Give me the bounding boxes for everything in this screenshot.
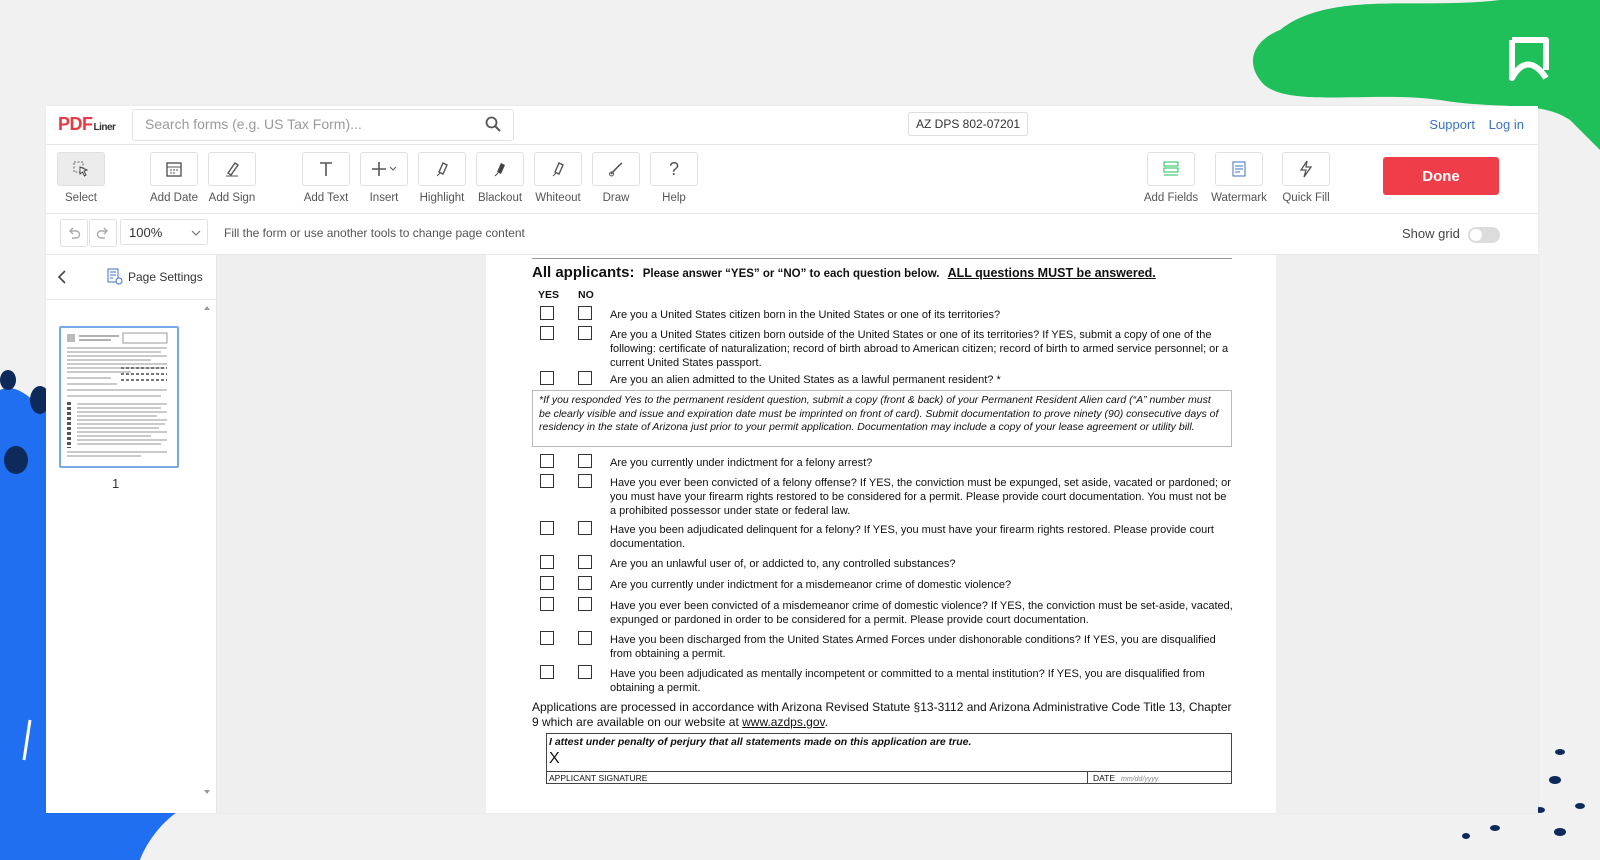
section-title: All applicants: — [532, 264, 635, 281]
brush-icon — [607, 160, 625, 178]
redo-icon — [96, 226, 110, 240]
undo-button[interactable] — [60, 219, 88, 247]
no-checkbox[interactable] — [578, 306, 592, 320]
yes-checkbox[interactable] — [540, 631, 554, 645]
signature-mark: X — [549, 750, 560, 767]
yes-checkbox[interactable] — [540, 597, 554, 611]
yes-checkbox[interactable] — [540, 326, 554, 340]
yes-checkbox[interactable] — [540, 521, 554, 535]
no-checkbox[interactable] — [578, 474, 592, 488]
pdfliner-logo-icon — [1500, 30, 1558, 88]
tool-quick-fill[interactable] — [1277, 152, 1335, 204]
page-number: 1 — [112, 476, 120, 491]
zoom-value: 100% — [129, 225, 163, 240]
date-label: DATE — [1093, 773, 1116, 783]
no-checkbox[interactable] — [578, 326, 592, 340]
collapse-sidebar-button[interactable] — [52, 267, 72, 287]
redo-button[interactable] — [89, 219, 117, 247]
question-text: Are you a United States citizen born outside of the United States or one of its territories? If YES, submit a copy of one of the following: certificate of naturalization; record of birth abroad to American citizen; record of birth to armed service personnel; or a current United States passport. — [610, 329, 1229, 369]
tool-add-fields[interactable] — [1142, 152, 1200, 204]
tool-label: Insert — [369, 192, 399, 204]
website-link[interactable]: www.azdps.gov — [742, 714, 825, 729]
tool-label: Draw — [602, 192, 630, 204]
question-text: Have you been discharged from the United States Armed Forces under dishonorable conditions? If YES, you are disqualified from obtaining a permit. — [610, 634, 1216, 660]
tool-label: Add Text — [303, 192, 349, 204]
no-checkbox[interactable] — [578, 631, 592, 645]
section-heading — [532, 264, 1156, 281]
tool-label: Add Sign — [208, 192, 256, 204]
watermark-icon — [1230, 160, 1248, 178]
question-mark-icon: ? — [668, 158, 679, 179]
tool-label: Select — [65, 192, 97, 204]
tool-label: Add Date — [150, 192, 198, 204]
tool-label: Watermark — [1211, 192, 1267, 204]
undo-icon — [67, 226, 81, 240]
date-field[interactable] — [1093, 773, 1158, 783]
yes-checkbox[interactable] — [540, 454, 554, 468]
login-link[interactable]: Log in — [1488, 117, 1524, 132]
question-text: Are you an alien admitted to the United States as a lawful permanent resident? * — [610, 374, 1001, 386]
no-checkbox[interactable] — [578, 597, 592, 611]
tool-highlight[interactable] — [413, 152, 471, 204]
processing-text: Applications are processed in accordance with Arizona Revised Statute §13-3112 and Arizona Administrative Code Title 13, Chapter 9 which are available on our website at — [532, 700, 1232, 729]
hint-text: Fill the form or use another tools to change page content — [224, 226, 525, 240]
processing-end: . — [824, 714, 828, 729]
question-text: Are you currently under indictment for a felony arrest? — [610, 457, 873, 469]
pdf-editor-window — [46, 106, 1538, 813]
question-text: Have you ever been convicted of a felony offense? If YES, the conviction must be expunged, set aside, vacated or pardoned; or you must have your firearm rights restored to be considered for a permit. Please provide court documentation. You must not be a prohibited possessor under state or federal law. — [610, 477, 1231, 517]
fields-icon — [1162, 160, 1180, 178]
tool-insert[interactable] — [355, 152, 413, 204]
page-thumbnail[interactable] — [59, 326, 179, 468]
attestation-box — [546, 733, 1232, 784]
document-name: AZ DPS 802-07201 — [908, 112, 1028, 136]
lightning-icon — [1297, 160, 1315, 178]
date-hint: mm/dd/yyyy — [1121, 776, 1159, 783]
yes-checkbox[interactable] — [540, 371, 554, 385]
tool-select[interactable] — [52, 152, 110, 204]
question-text: Have you been adjudicated delinquent for a felony? If YES, you must have your firearm rights restored. Please provide court documentation. — [610, 524, 1214, 550]
toolbar — [46, 145, 1538, 214]
show-grid-label: Show grid — [1402, 226, 1460, 241]
tool-label: Quick Fill — [1282, 192, 1330, 204]
page-settings-label: Page Settings — [128, 270, 203, 284]
yes-checkbox[interactable] — [540, 474, 554, 488]
tool-whiteout[interactable] — [529, 152, 587, 204]
done-button[interactable]: Done — [1383, 157, 1499, 195]
chevron-left-icon — [57, 270, 67, 284]
pages-sidebar — [46, 255, 217, 813]
no-checkbox[interactable] — [578, 555, 592, 569]
tool-add-sign[interactable] — [203, 152, 261, 204]
no-checkbox[interactable] — [578, 521, 592, 535]
blackout-marker-icon — [491, 160, 509, 178]
section-instruction: Please answer “YES” or “NO” to each question below. — [642, 268, 940, 280]
yes-checkbox[interactable] — [540, 576, 554, 590]
page-settings-button[interactable] — [106, 268, 203, 286]
top-links — [1419, 117, 1524, 132]
no-checkbox[interactable] — [578, 454, 592, 468]
document-canvas — [217, 255, 1538, 813]
tool-label: Highlight — [419, 192, 465, 204]
tool-draw[interactable] — [587, 152, 645, 204]
tool-add-date[interactable] — [145, 152, 203, 204]
section-requirement: ALL questions MUST be answered. — [947, 266, 1156, 280]
search-input[interactable] — [133, 110, 487, 138]
yes-column-header: YES — [538, 289, 560, 301]
cursor-icon — [72, 160, 90, 178]
sidebar-scrollbar[interactable] — [201, 305, 213, 795]
question-text: Are you a United States citizen born in the United States or one of its territories? — [610, 309, 1001, 321]
tool-label: Help — [662, 192, 686, 204]
question-text: Are you an unlawful user of, or addicted to, any controlled substances? — [610, 558, 956, 570]
yes-checkbox[interactable] — [540, 665, 554, 679]
tool-help[interactable] — [645, 152, 703, 204]
whiteout-marker-icon — [549, 160, 567, 178]
question-text: Are you currently under indictment for a misdemeanor crime of domestic violence? — [610, 579, 1012, 591]
support-link[interactable]: Support — [1429, 117, 1475, 132]
top-bar — [46, 106, 1538, 145]
processing-statement — [532, 700, 1232, 729]
question-text: Have you ever been convicted of a misdemeanor crime of domestic violence? If YES, the conviction must be set-aside, vacated, expunged or pardoned in order to be considered for a permit. Please provide court documentation. — [610, 600, 1233, 626]
brand-suffix: Liner — [93, 122, 116, 133]
tool-label: Whiteout — [535, 192, 581, 204]
search-box — [132, 109, 514, 141]
plus-icon — [371, 160, 397, 178]
page-settings-icon — [106, 268, 124, 286]
tool-watermark[interactable] — [1210, 152, 1268, 204]
tool-label: Add Fields — [1143, 192, 1199, 204]
zoom-select[interactable] — [120, 219, 208, 245]
no-checkbox[interactable] — [578, 665, 592, 679]
show-grid-toggle[interactable] — [1468, 227, 1500, 243]
no-column-header: NO — [578, 289, 594, 301]
brand-name: PDF — [58, 114, 93, 134]
form-rule — [532, 255, 1232, 259]
tool-add-text[interactable] — [297, 152, 355, 204]
text-icon — [317, 160, 335, 178]
question-text: Have you been adjudicated as mentally incompetent or committed to a mental institution? If YES, you are disqualified from obtaining a permit. — [610, 668, 1205, 694]
sidebar-header — [46, 255, 216, 300]
signature-line — [547, 771, 1231, 772]
no-checkbox[interactable] — [578, 371, 592, 385]
yes-checkbox[interactable] — [540, 306, 554, 320]
view-bar — [46, 214, 1538, 255]
chevron-down-icon — [191, 229, 201, 237]
highlighter-icon — [433, 160, 451, 178]
resident-note: *If you responded Yes to the permanent resident question, submit a copy (front & back) of your Permanent Resident Alien card (“A” number must be clearly visible and issue and expiration date must be imprinted on front of card). Submit documentation to prove ninety (90) consecutive days of residency in the state of Arizona just prior to your permit application. Documentation may include a copy of your lease agreement or utility bill. — [532, 390, 1232, 447]
pdf-page — [486, 255, 1276, 813]
calendar-icon — [165, 160, 183, 178]
brand-logo[interactable] — [58, 114, 115, 135]
tool-label: Blackout — [477, 192, 523, 204]
no-checkbox[interactable] — [578, 576, 592, 590]
search-icon[interactable] — [485, 116, 501, 132]
page-thumbnail-preview — [61, 328, 173, 462]
field-divider — [1087, 771, 1088, 783]
attestation-text: I attest under penalty of perjury that all statements made on this application are true. — [549, 736, 972, 748]
tool-blackout[interactable] — [471, 152, 529, 204]
yes-checkbox[interactable] — [540, 555, 554, 569]
signature-pen-icon — [223, 160, 241, 178]
signature-field[interactable]: APPLICANT SIGNATURE — [549, 773, 648, 783]
